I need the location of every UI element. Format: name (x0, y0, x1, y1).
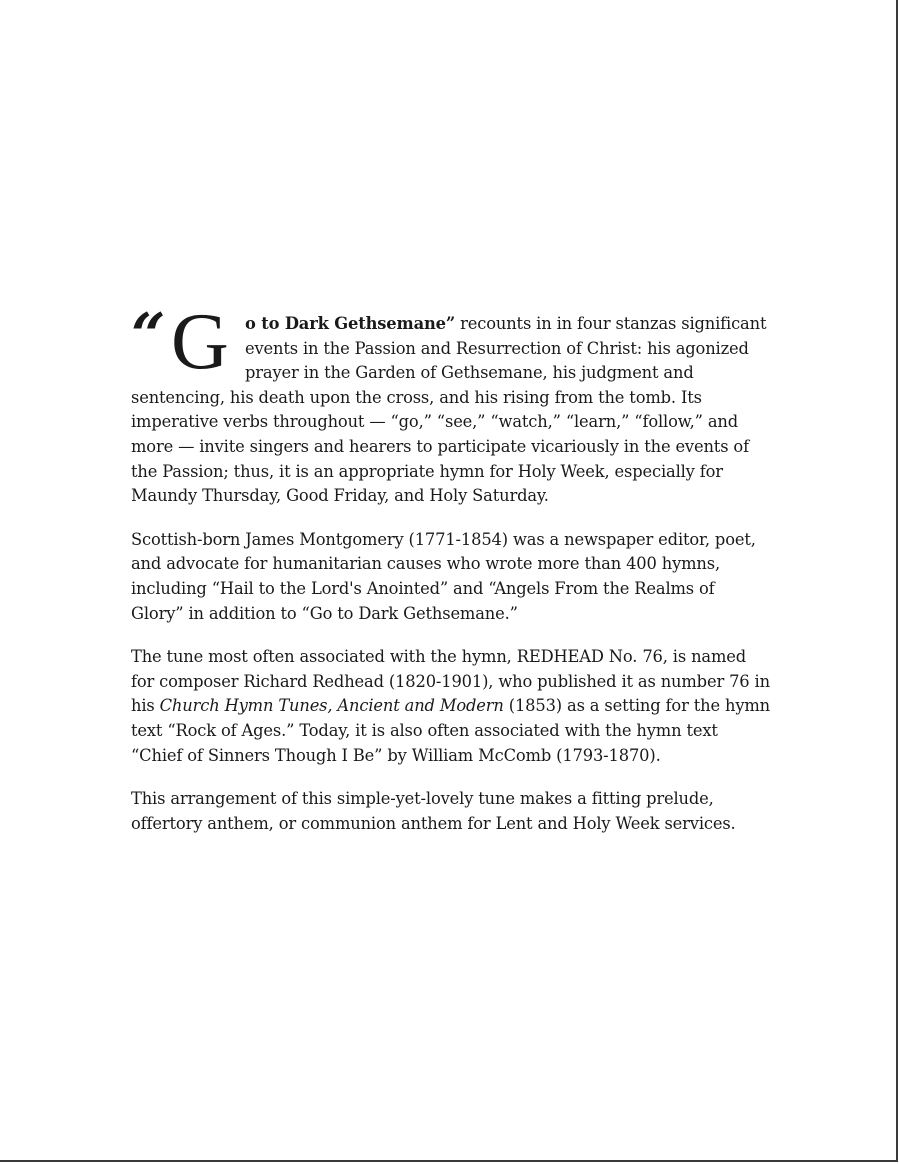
author-paragraph: Scottish-born James Montgomery (1771-1854) was a newspaper editor, poet, and advocate for humanitarian causes who wrote more than 400 hymns, including “Hail to the Lord's Anointed” and “Angels From the Realms of Glory” in addition to “Go to Dark Gethsemane.” (131, 529, 756, 623)
drop-cap-quote: “ (131, 301, 166, 371)
tune-text-before: The tune most often associated with the hymn, REDHEAD No. 76, is named for composer Richard Redhead (1820-1901), who published it as number 76 in his (131, 647, 770, 716)
arrangement-paragraph: This arrangement of this simple-yet-lovely tune makes a fitting prelude, offertory anthem, or communion anthem for Lent and Holy Week services. (131, 789, 736, 833)
hymn-notes (131, 298, 771, 855)
tune-book-title: Church Hymn Tunes, Ancient and Modern (159, 696, 504, 716)
drop-cap (131, 298, 243, 386)
tune-paragraph (131, 645, 771, 768)
hymn-title-lead: o to Dark Gethsemane” (245, 314, 456, 333)
tune-text-after: (1853) as a setting for the hymn text “Rock of Ages.” Today, it is also often associated with the hymn text “Chief of Sinners Though I Be” by William McComb (1793-1870). (131, 696, 770, 765)
intro-paragraph (131, 298, 771, 509)
intro-text: recounts in in four stanzas significant events in the Passion and Resurrection of Christ: his agonized prayer in the Garden of Gethsemane, his judgment and sentencing, his death upon the cross, and his rising from the tomb. Its imperative verbs throughout — “go,” “see,” “watch,” “learn,” “follow,” and more — invite singers and hearers to participate vicariously in the events of the Passion; thus, it is an appropriate hymn for Holy Week, especially for Maundy Thursday, Good Friday, and Holy Saturday. (131, 314, 767, 506)
drop-cap-letter: G (171, 298, 229, 386)
